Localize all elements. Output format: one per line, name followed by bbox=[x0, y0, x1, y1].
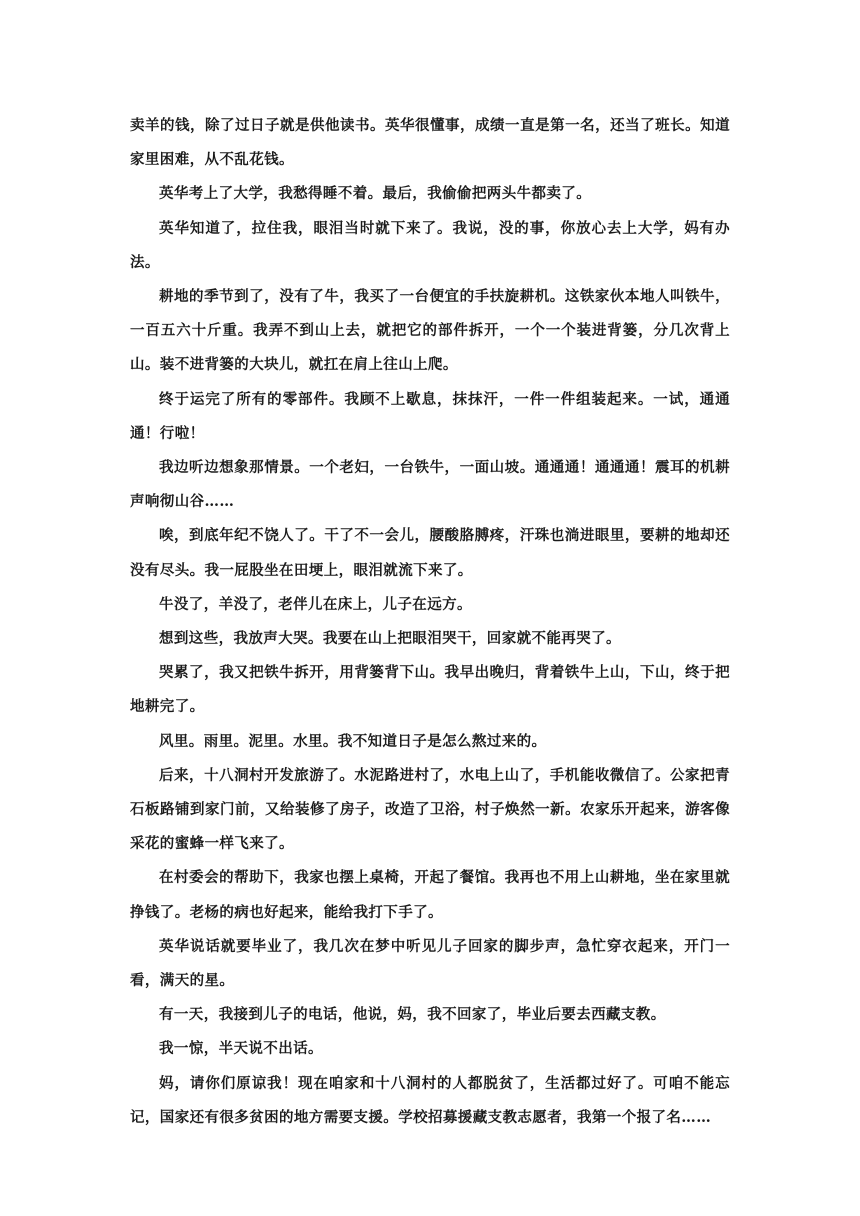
paragraph: 唉，到底年纪不饶人了。干了不一会儿，腰酸胳膊疼，汗珠也淌进眼里，要耕的地却还没有尽头。我一屁股坐在田埂上，眼泪就流下来了。 bbox=[130, 527, 730, 579]
paragraph: 卖羊的钱，除了过日子就是供他读书。英华很懂事，成绩一直是第一名，还当了班长。知道家里困难，从不乱花钱。 bbox=[130, 117, 730, 169]
paragraph: 风里。雨里。泥里。水里。我不知道日子是怎么熬过来的。 bbox=[159, 732, 547, 750]
document-body bbox=[130, 109, 730, 1135]
paragraph: 妈，请你们原谅我！现在咱家和十八洞村的人都脱贫了，生活都过好了。可咱不能忘记，国家还有很多贫困的地方需要支援。学校招募援藏支教志愿者，我第一个报了名…… bbox=[130, 1074, 730, 1126]
paragraph: 英华说话就要毕业了，我几次在梦中听见儿子回家的脚步声，急忙穿衣起来，开门一看，满天的星。 bbox=[130, 937, 730, 990]
paragraph: 后来，十八洞村开发旅游了。水泥路进村了，水电上山了，手机能收微信了。公家把青石板路铺到家门前，又给装修了房子，改造了卫浴，村子焕然一新。农家乐开起来，游客像采花的蜜蜂一样飞来了。 bbox=[130, 766, 730, 853]
paragraph: 哭累了，我又把铁牛拆开，用背篓背下山。我早出晚归，背着铁牛上山，下山，终于把地耕完了。 bbox=[130, 664, 730, 716]
paragraph: 英华考上了大学，我愁得睡不着。最后，我偷偷把两头牛都卖了。 bbox=[159, 185, 592, 203]
paragraph: 英华知道了，拉住我，眼泪当时就下来了。我说，没的事，你放心去上大学，妈有办法。 bbox=[130, 219, 730, 271]
paragraph: 在村委会的帮助下，我家也摆上桌椅，开起了餐馆。我再也不用上山耕地，坐在家里就挣钱了。老杨的病也好起来，能给我打下手了。 bbox=[130, 869, 730, 921]
paragraph: 我边听边想象那情景。一个老妇，一台铁牛，一面山坡。通通通！通通通！震耳的机耕声响彻山谷…… bbox=[130, 459, 730, 511]
paragraph: 我一惊，半天说不出话。 bbox=[159, 1040, 323, 1058]
paragraph: 终于运完了所有的零部件。我顾不上歇息，抹抹汗，一件一件组装起来。一试，通通通！行啦！ bbox=[130, 390, 730, 442]
paragraph: 有一天，我接到儿子的电话，他说，妈，我不回家了，毕业后要去西藏支教。 bbox=[159, 1006, 666, 1024]
paragraph: 牛没了，羊没了，老伴儿在床上，儿子在远方。 bbox=[159, 595, 472, 613]
paragraph: 想到这些，我放声大哭。我要在山上把眼泪哭干，回家就不能再哭了。 bbox=[159, 630, 621, 648]
paragraph: 耕地的季节到了，没有了牛，我买了一台便宜的手扶旋耕机。这铁家伙本地人叫铁牛，一百五六十斤重。我弄不到山上去，就把它的部件拆开，一个一个装进背篓，分几次背上山。装不进背篓的大块儿，就扛在肩上往山上爬。 bbox=[130, 288, 730, 374]
